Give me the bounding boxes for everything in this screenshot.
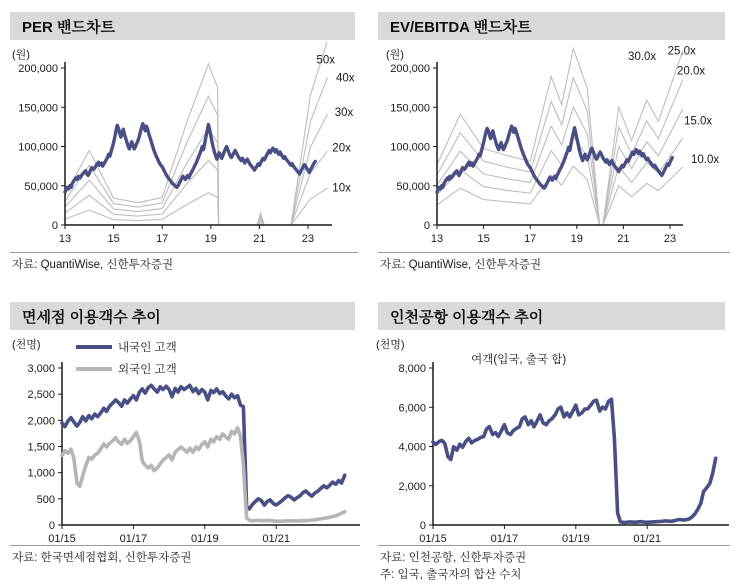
dutyfree-visitors-chart-svg [10,332,362,547]
y-tick-label: 1,000 [27,467,55,480]
x-tick-label: 13 [58,233,72,245]
y-tick-label: 200,000 [390,63,430,75]
incheon-airport-chart [374,332,736,547]
band-label: 30x [334,106,354,119]
x-tick-label: 23 [301,233,315,245]
band-label: 40x [335,72,355,85]
x-tick-label: 19 [570,233,583,245]
series-annotation: 여객(입국, 출국 합) [471,354,567,367]
valuation-bands [437,48,683,225]
y-tick-label: 3,000 [27,363,55,375]
axis-unit-label: (천명) [12,339,41,351]
x-tick-label: 17 [524,233,537,245]
ev-ebitda-band-chart [378,42,736,254]
y-tick-label: 0 [423,220,430,232]
y-tick-label: 500 [36,493,55,506]
x-tick-label: 19 [204,233,217,245]
y-tick-label: 4,000 [398,441,426,454]
y-tick-label: 50,000 [396,180,430,193]
y-tick-label: 8,000 [398,363,426,375]
x-tick-label: 01/17 [119,533,148,545]
per-band-chart [10,42,360,254]
axis-unit-label: (천명) [376,339,405,351]
y-tick-label: 50,000 [24,180,58,193]
panel-per-band [10,12,355,40]
divider [378,545,730,546]
y-tick-label: 0 [51,220,58,232]
y-tick-label: 6,000 [398,402,426,415]
y-tick-label: 0 [48,520,55,532]
x-tick-label: 21 [617,233,630,245]
divider [10,252,358,253]
series [433,399,716,522]
page-title: 면세점 이용객수 추이 [22,308,161,326]
band-label: 20.0x [676,65,706,78]
x-tick-label: 23 [663,233,677,245]
axes [12,47,332,245]
series [62,385,345,521]
x-tick-label: 01/21 [262,533,290,545]
divider [10,545,360,546]
per-band-chart-svg [10,42,360,254]
panel-ev-ebitda [378,12,725,40]
band-label: 30.0x [628,51,657,64]
y-tick-label: 0 [419,520,426,532]
y-tick-label: 1,500 [27,441,55,454]
x-tick-label: 01/15 [419,533,447,545]
y-tick-label: 100,000 [18,141,58,154]
axes [376,337,729,545]
x-tick-label: 17 [156,233,169,245]
y-tick-label: 200,000 [18,63,58,75]
x-tick-label: 21 [253,233,266,245]
band-label: 50x [316,54,336,67]
ev-ebitda-band-chart-svg [378,42,736,254]
page-title: PER 밴드차트 [22,18,115,36]
legend [76,340,177,376]
source-note: 자료: 인천공항, 신한투자증권 [380,552,527,564]
divider [378,252,730,253]
band-label: 20x [332,142,351,155]
incheon-airport-chart-svg [374,332,736,547]
x-tick-label: 01/19 [191,533,219,545]
panel-incheon [378,302,725,330]
axis-unit-label: (원) [12,49,30,61]
valuation-bands [65,42,327,225]
band-label: 15.0x [683,115,713,128]
legend-label: 외국인 고객 [118,364,177,376]
page-title: EV/EBITDA 밴드차트 [390,18,532,36]
dutyfree-visitors-chart [10,332,362,547]
y-tick-label: 2,000 [398,480,426,493]
source-note: 자료: 한국면세점협회, 신한투자증권 [12,552,192,564]
y-tick-label: 2,000 [27,415,55,428]
x-tick-label: 15 [477,233,490,245]
x-tick-label: 01/17 [490,533,519,545]
y-tick-label: 150,000 [390,102,430,115]
band-label: 25.0x [667,45,696,58]
x-tick-label: 15 [107,233,120,245]
band-label: 10.0x [690,154,720,167]
legend-label: 내국인 고객 [118,342,177,354]
y-tick-label: 150,000 [18,102,58,115]
panel-dutyfree [10,302,355,330]
axis-unit-label: (원) [386,49,404,61]
source-note: 자료: QuantiWise, 신한투자증권 [380,259,542,271]
axes [12,337,360,545]
footnote: 주: 입국, 출국자의 합산 수치 [380,569,522,581]
x-tick-label: 01/21 [633,533,661,545]
x-tick-label: 01/15 [48,533,76,545]
band-label: 10x [332,182,351,195]
page-title: 인천공항 이용객수 추이 [390,308,544,326]
y-tick-label: 2,500 [27,389,55,402]
source-note: 자료: QuantiWise, 신한투자증권 [12,259,174,271]
y-tick-label: 100,000 [390,141,430,154]
x-tick-label: 13 [430,233,444,245]
x-tick-label: 01/19 [562,533,590,545]
